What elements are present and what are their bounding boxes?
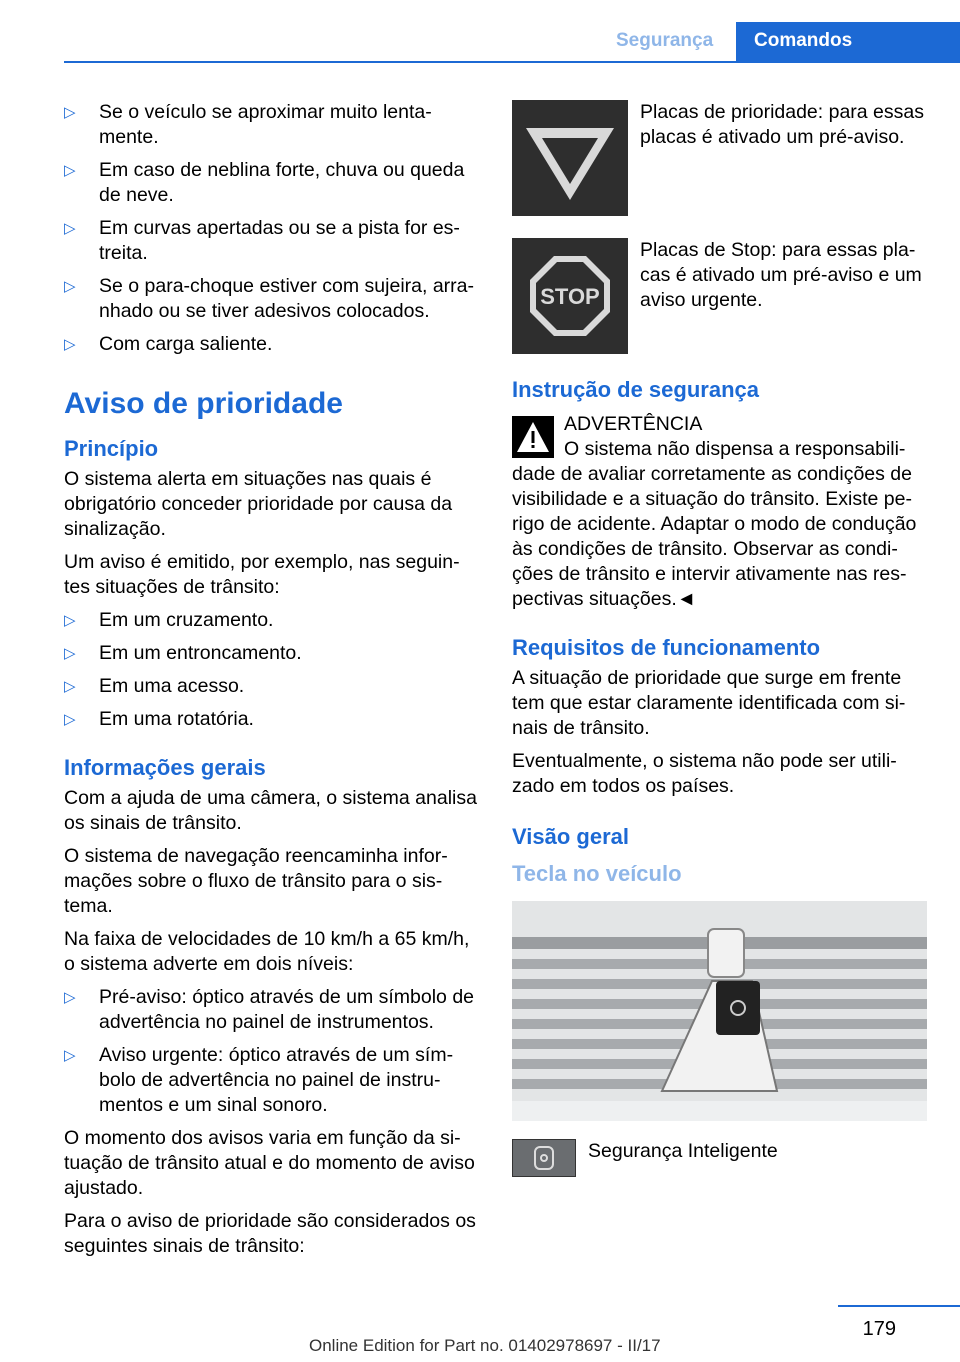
tab-section[interactable]: Segurança [616, 30, 714, 51]
triangle-bullet-icon: ▷ [64, 678, 76, 695]
section-title: Aviso de prioridade [64, 387, 343, 420]
stop-sign-row [512, 238, 932, 354]
triangle-bullet-icon: ▷ [64, 989, 76, 1006]
paragraph: Na faixa de velocidades de 10 km/h a 65 km/h, o sistema adverte em dois níveis: [64, 928, 470, 975]
edition-text: Online Edition for Part no. 01402978697 - II/17 [309, 1336, 661, 1355]
paragraph: O momento dos avisos varia em função da si-tuação de trânsito atual e do momento de aviso ajustado. [64, 1127, 475, 1199]
list-item: ▷ Em um entroncamento. [64, 642, 302, 664]
triangle-bullet-icon: ▷ [64, 278, 76, 295]
warning-text: O sistema não dispensa a responsabili-dade de avaliar corretamente as condições de visibilidade e a situação do trânsito. Existe pe-rigo de acidente. Adaptar o modo de condução às condições de trânsito. Observar as condi-ções de trânsito e intervir ativamente nas res-pectivas situações.◄ [512, 438, 917, 610]
car-shield-icon [513, 1140, 575, 1176]
paragraph: A situação de prioridade que surge em frente tem que estar claramente identificada com si-nais de trânsito. [512, 667, 906, 739]
paragraph: Para o aviso de prioridade são considerados os seguintes sinais de trânsito: [64, 1210, 476, 1257]
warning-label: ADVERTÊNCIA [564, 413, 703, 435]
list-item: ▷ Se o veículo se aproximar muito lenta-mente. [64, 101, 432, 148]
paragraph: Com a ajuda de uma câmera, o sistema analisa os sinais de trânsito. [64, 787, 477, 834]
triangle-bullet-icon: ▷ [64, 162, 76, 179]
page-number: 179 [862, 1318, 896, 1340]
stop-sign-label: STOP [540, 284, 600, 309]
footer-rule [838, 1305, 960, 1307]
stop-sign-image [512, 238, 628, 354]
requirements-heading: Requisitos de funcionamento [512, 635, 821, 660]
paragraph: Um aviso é emitido, por exemplo, nas seguin-tes situações de trânsito: [64, 551, 460, 598]
safety-heading: Instrução de segurança [512, 377, 759, 402]
overview-heading: Visão geral [512, 824, 629, 849]
list-item: ▷ Em caso de neblina forte, chuva ou queda de neve. [64, 159, 465, 206]
button-legend [512, 1139, 932, 1177]
principle-heading: Princípio [64, 436, 159, 461]
list-item: ▷ Com carga saliente. [64, 333, 273, 355]
stop-sign-icon [512, 238, 628, 354]
grille-button-illustration [512, 901, 927, 1121]
warning-block [512, 412, 932, 612]
situation-list [64, 608, 479, 732]
paragraph: O sistema alerta em situações nas quais é obrigatório conceder prioridade por causa da sinalização. [64, 468, 453, 540]
info-heading: Informações gerais [64, 755, 266, 780]
priority-sign-text: Placas de prioridade: para essas placas é ativado um pré-aviso. [640, 101, 924, 148]
triangle-bullet-icon: ▷ [64, 711, 76, 728]
paragraph: O sistema de navegação reencaminha infor-mações sobre o fluxo de trânsito para o sis-tema. [64, 845, 448, 917]
button-label: Segurança Inteligente [588, 1140, 778, 1162]
paragraph: Eventualmente, o sistema não pode ser utili-zado em todos os países. [512, 750, 897, 797]
list-item: ▷ Aviso urgente: óptico através de um sím-bolo de advertência no painel de instru-mentos e um sinal sonoro. [64, 1044, 454, 1116]
list-item: ▷ Em uma acesso. [64, 675, 245, 697]
list-item: ▷ Se o para-choque estiver com sujeira, arra-nhado ou se tiver adesivos colocados. [64, 275, 475, 322]
left-column [64, 100, 479, 1267]
triangle-bullet-icon: ▷ [64, 104, 76, 121]
warning-triangle-icon [512, 416, 554, 458]
yield-sign-image [512, 100, 628, 216]
yield-sign-icon [512, 100, 628, 216]
list-item: ▷ Pré-aviso: óptico através de um símbolo de advertência no painel de instrumentos. [64, 986, 475, 1033]
triangle-bullet-icon: ▷ [64, 220, 76, 237]
intelligent-safety-button[interactable] [512, 1139, 576, 1177]
right-column [512, 100, 932, 1177]
condition-list [64, 100, 479, 357]
list-item: ▷ Em um cruzamento. [64, 609, 274, 631]
triangle-bullet-icon: ▷ [64, 612, 76, 629]
vehicle-button-photo [512, 901, 927, 1121]
tab-chapter[interactable]: Comandos [736, 22, 960, 62]
key-heading: Tecla no veículo [512, 861, 682, 886]
triangle-bullet-icon: ▷ [64, 1047, 76, 1064]
priority-sign-row [512, 100, 932, 216]
level-list [64, 985, 479, 1118]
list-item: ▷ Em curvas apertadas ou se a pista for es-treita. [64, 217, 460, 264]
triangle-bullet-icon: ▷ [64, 336, 76, 353]
triangle-bullet-icon: ▷ [64, 645, 76, 662]
stop-sign-text: Placas de Stop: para essas pla-cas é ativado um pré-aviso e um aviso urgente. [640, 239, 922, 311]
list-item: ▷ Em uma rotatória. [64, 708, 254, 730]
